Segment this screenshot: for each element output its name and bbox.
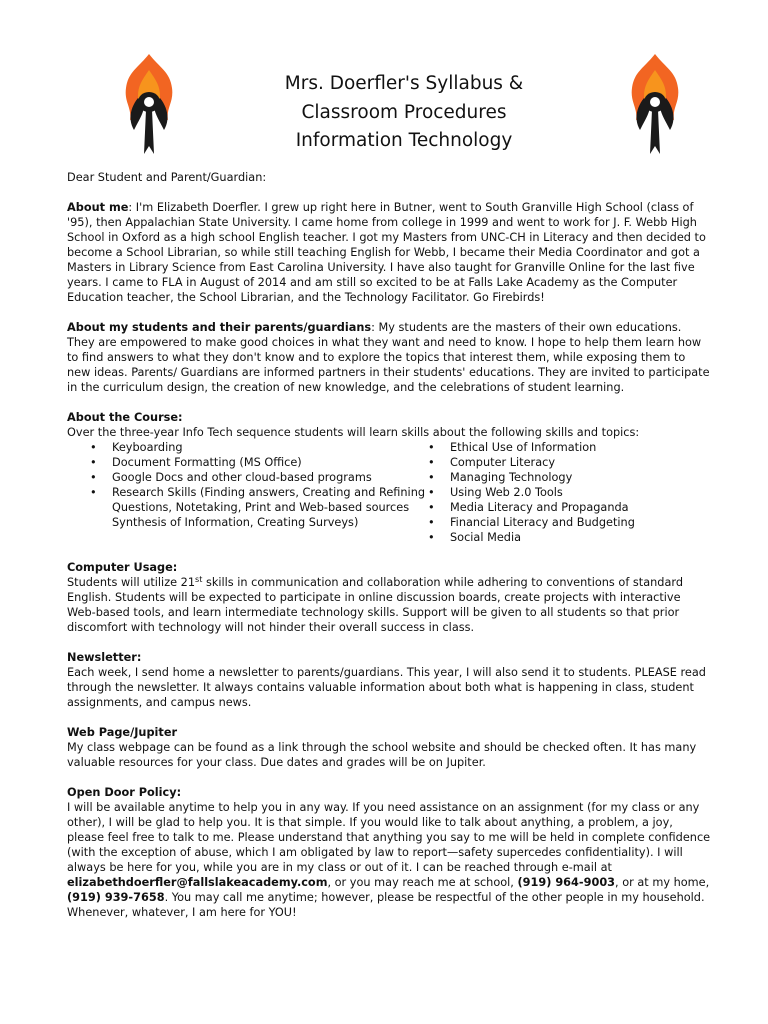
home-phone: (919) 939-7658 xyxy=(67,891,165,904)
course-topics xyxy=(67,440,712,545)
superscript: st xyxy=(195,575,203,584)
list-item: • Computer Literacy xyxy=(428,455,688,470)
title-line: Mrs. Doerfler's Syllabus & xyxy=(284,73,524,94)
list-item: • Google Docs and other cloud-based programs xyxy=(90,470,428,485)
page-title xyxy=(180,70,628,156)
about-course-intro: Over the three-year Info Tech sequence students will learn skills about the following skills and topics: xyxy=(67,426,640,439)
webpage-heading xyxy=(67,725,712,740)
section-text: , or you may reach me at school, xyxy=(327,876,518,889)
section-text: , or at my home, xyxy=(615,876,710,889)
title-line: Classroom Procedures xyxy=(301,101,507,123)
section-text: skills in communication and collaboration while adhering to conventions of standard English. Students will be expected to participate in online discussion boards, create projects with interactive Web-based tools, and learn intermediate technology skills. Support will be given to all students so that prior discomfort with technology will not hinder their overall success in class. xyxy=(67,576,684,634)
email-address: elizabethdoerfler@fallslakeacademy.com xyxy=(67,876,328,889)
list-item: • Financial Literacy and Budgeting xyxy=(428,515,688,530)
section-text: I will be available anytime to help you in any way. If you need assistance on an assignment (for my class or any other), I will be glad to help you. It is that simple. If you would like to talk about anything, a problem, a joy, please feel free to talk to me. Please understand that anything you say to me will be held in complete confidence (with the exception of abuse, which I am obligated by law to report—safety supercedes confidentiality). I will always be here for you, while you are in my class or out of it. I can be reached through e-mail at xyxy=(67,801,711,874)
title-line: Information Technology xyxy=(295,130,513,151)
topics-list-right xyxy=(428,440,688,545)
list-item: • Ethical Use of Information xyxy=(428,440,688,455)
about-students-section xyxy=(67,320,712,395)
section-heading: About me xyxy=(67,201,129,214)
firebird-logo-graphic xyxy=(108,50,190,158)
section-heading: About my students and their parents/guardians xyxy=(67,321,372,334)
section-heading: Web Page/Jupiter xyxy=(67,726,178,739)
firebird-logo xyxy=(108,50,190,158)
list-item: • Document Formatting (MS Office) xyxy=(90,455,428,470)
school-phone: (919) 964-9003 xyxy=(517,876,616,889)
newsletter-heading xyxy=(67,650,712,665)
section-text: . You may call me anytime; however, please be respectful of the other people in my household. Whenever, whatever, I am here for YOU! xyxy=(67,891,705,919)
open-door-text xyxy=(67,800,712,920)
webpage-text: My class webpage can be found as a link through the school website and should be checked often. It has many valuable resources for your class. Due dates and grades will be on Jupiter. xyxy=(67,741,697,769)
open-door-heading xyxy=(67,785,712,800)
computer-usage-text xyxy=(67,575,712,635)
section-heading: About the Course: xyxy=(67,411,183,424)
document-body xyxy=(67,170,712,920)
list-item: • Research Skills (Finding answers, Creating and Refining Questions, Notetaking, Print and Web-based sources Synthesis of Information, Creating Surveys) xyxy=(90,485,428,530)
about-course-heading xyxy=(67,410,712,425)
list-item: • Media Literacy and Propaganda xyxy=(428,500,688,515)
topics-list-left xyxy=(90,440,428,545)
about-me-section xyxy=(67,200,712,305)
section-heading: Computer Usage: xyxy=(67,561,178,574)
greeting: Dear Student and Parent/Guardian: xyxy=(67,171,267,184)
list-item: • Managing Technology xyxy=(428,470,688,485)
list-item: • Social Media xyxy=(428,530,688,545)
section-text: : My students are the masters of their own educations. They are empowered to make good choices in what they want and need to know. I hope to help them learn how to find answers to what they don't know and to explore the topics that interest them, while exposing them to new ideas. Parents/ Guardians are informed partners in their students' educations. They are invited to participate in the curriculum design, the creation of new knowledge, and the celebrations of student learning. xyxy=(67,321,710,394)
section-heading: Open Door Policy: xyxy=(67,786,182,799)
section-text: Students will utilize 21 xyxy=(67,576,196,589)
list-item: • Keyboarding xyxy=(90,440,428,455)
newsletter-text: Each week, I send home a newsletter to parents/guardians. This year, I will also send it to students. PLEASE read through the newsletter. It always contains valuable information about both what is happening in class, student assignments, and campus news. xyxy=(67,666,706,709)
computer-usage-heading xyxy=(67,560,712,575)
list-item: • Using Web 2.0 Tools xyxy=(428,485,688,500)
section-text: : I'm Elizabeth Doerfler. I grew up right here in Butner, went to South Granville High School (class of '95), then Appalachian State University. I came home from college in 1999 and went to work for J. F. Webb High School in Oxford as a high school English teacher. I got my Masters from UNC-CH in Literacy and then decided to become a School Librarian, so while still teaching English for Webb, I became their Media Coordinator and got a Masters in Library Science from East Carolina University. I have also taught for Granville Online for the last five years. I came to FLA in August of 2014 and am still so excited to be at Falls Lake Academy as the Computer Education teacher, the School Librarian, and the Technology Facilitator. Go Firebirds! xyxy=(67,201,706,304)
section-heading: Newsletter: xyxy=(67,651,142,664)
